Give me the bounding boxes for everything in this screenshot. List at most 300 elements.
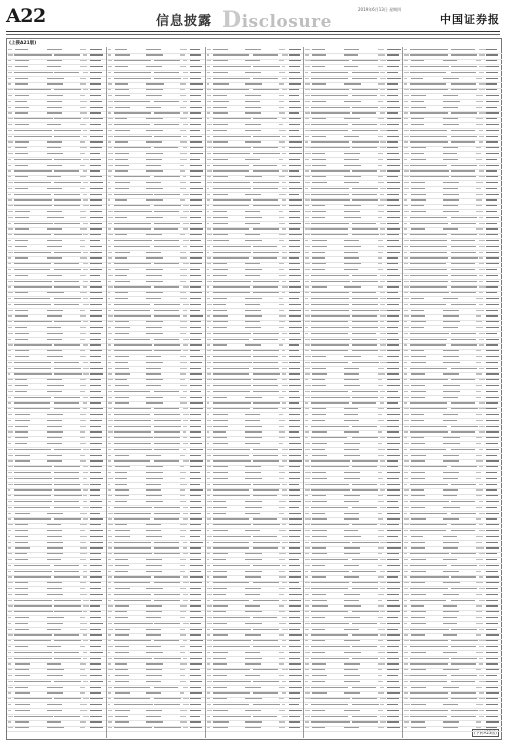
cell-text: [253, 391, 279, 392]
cell-text: [486, 507, 497, 508]
cell-text: [115, 269, 130, 270]
cell-text: [305, 182, 310, 183]
cell-text: [83, 565, 87, 566]
cell-text: [443, 118, 458, 119]
cell-text: [282, 136, 286, 137]
cell-text: [190, 692, 203, 693]
cell-text: [404, 304, 408, 305]
cell-text: [8, 72, 12, 73]
cell-text: [451, 368, 478, 369]
cell-text: [479, 530, 485, 531]
cell-text: [190, 472, 201, 473]
cell-text: [80, 147, 87, 148]
cell-text: [183, 460, 189, 461]
cell-text: [344, 205, 361, 206]
cell-text: [479, 449, 483, 450]
cell-text: [114, 513, 151, 514]
cell-text: [486, 658, 498, 659]
cell-text: [282, 484, 287, 485]
cell-text: [451, 170, 476, 171]
cell-text: [476, 652, 482, 653]
cell-text: [115, 652, 129, 653]
cell-text: [108, 449, 112, 450]
cell-text: [190, 153, 203, 154]
cell-text: [15, 414, 30, 415]
cell-text: [305, 339, 310, 340]
cell-text: [114, 623, 153, 624]
cell-text: [344, 472, 360, 473]
cell-text: [311, 199, 350, 200]
cell-text: [282, 257, 287, 258]
cell-text: [190, 669, 200, 670]
cell-text: [108, 698, 111, 699]
cell-text: [486, 646, 497, 647]
cell-text: [443, 536, 458, 537]
cell-text: [83, 507, 89, 508]
cell-text: [411, 623, 426, 624]
cell-text: [115, 356, 129, 357]
cell-text: [253, 402, 280, 403]
cell-text: [305, 408, 309, 409]
cell-text: [411, 652, 426, 653]
cell-text: [47, 704, 63, 705]
cell-text: [83, 489, 88, 490]
cell-text: [312, 165, 325, 166]
cell-text: [190, 165, 202, 166]
cell-text: [378, 600, 383, 601]
cell-text: [8, 460, 13, 461]
cell-text: [387, 188, 399, 189]
cell-text: [404, 159, 407, 160]
cell-text: [47, 310, 63, 311]
cell-text: [114, 594, 151, 595]
cell-text: [190, 588, 201, 589]
cell-text: [8, 553, 12, 554]
cell-text: [451, 692, 476, 693]
cell-text: [213, 600, 250, 601]
cell-text: [344, 449, 360, 450]
cell-text: [14, 136, 52, 137]
cell-text: [410, 49, 448, 50]
cell-text: [380, 107, 385, 108]
cell-text: [213, 704, 250, 705]
cell-text: [154, 124, 179, 125]
cell-text: [154, 350, 181, 351]
cell-text: [289, 147, 302, 148]
cell-text: [279, 513, 285, 514]
cell-text: [15, 594, 28, 595]
cell-text: [54, 298, 80, 299]
cell-text: [289, 675, 302, 676]
cell-text: [305, 275, 308, 276]
cell-text: [305, 101, 309, 102]
cell-text: [180, 130, 186, 131]
cell-text: [289, 431, 300, 432]
cell-text: [344, 663, 360, 664]
cell-text: [378, 472, 383, 473]
cell-text: [108, 489, 111, 490]
cell-text: [115, 397, 129, 398]
cell-text: [451, 565, 477, 566]
cell-text: [289, 350, 299, 351]
cell-text: [14, 344, 52, 345]
cell-text: [410, 710, 448, 711]
cell-text: [90, 228, 103, 229]
cell-text: [207, 426, 212, 427]
cell-text: [180, 257, 187, 258]
cell-text: [279, 687, 285, 688]
cell-text: [207, 130, 210, 131]
cell-text: [8, 658, 12, 659]
cell-text: [14, 263, 51, 264]
cell-text: [451, 681, 475, 682]
cell-text: [213, 66, 252, 67]
cell-text: [83, 252, 88, 253]
cell-text: [282, 704, 286, 705]
cell-text: [114, 136, 153, 137]
cell-text: [411, 571, 426, 572]
cell-text: [245, 275, 260, 276]
cell-text: [114, 449, 152, 450]
cell-text: [213, 524, 251, 525]
cell-text: [289, 542, 301, 543]
cell-text: [47, 339, 62, 340]
cell-text: [190, 327, 201, 328]
cell-text: [479, 234, 485, 235]
cell-text: [90, 286, 102, 287]
cell-text: [108, 385, 111, 386]
cell-text: [253, 136, 280, 137]
cell-text: [47, 530, 62, 531]
cell-text: [311, 275, 349, 276]
cell-text: [404, 176, 409, 177]
cell-text: [312, 605, 327, 606]
cell-text: [282, 292, 286, 293]
cell-text: [411, 605, 424, 606]
cell-text: [154, 420, 180, 421]
cell-text: [154, 136, 181, 137]
cell-text: [213, 420, 227, 421]
cell-text: [387, 95, 398, 96]
cell-text: [486, 669, 499, 670]
cell-text: [47, 455, 62, 456]
cell-text: [404, 217, 407, 218]
cell-text: [404, 681, 408, 682]
cell-text: [190, 141, 202, 142]
cell-text: [115, 605, 129, 606]
cell-text: [108, 54, 111, 55]
cell-text: [183, 727, 188, 728]
cell-text: [183, 194, 189, 195]
cell-text: [146, 495, 161, 496]
cell-text: [180, 652, 185, 653]
cell-text: [411, 420, 424, 421]
cell-text: [289, 240, 301, 241]
cell-text: [279, 269, 284, 270]
cell-text: [115, 170, 128, 171]
cell-text: [311, 721, 349, 722]
cell-text: [115, 159, 128, 160]
cell-text: [479, 501, 483, 502]
cell-text: [305, 524, 310, 525]
cell-text: [245, 594, 260, 595]
cell-text: [289, 327, 302, 328]
cell-text: [8, 576, 12, 577]
cell-text: [476, 321, 482, 322]
cell-text: [190, 321, 201, 322]
cell-text: [387, 495, 400, 496]
cell-text: [180, 634, 186, 635]
cell-text: [387, 124, 399, 125]
cell-text: [8, 362, 12, 363]
cell-text: [289, 49, 302, 50]
cell-text: [47, 83, 64, 84]
cell-text: [90, 513, 100, 514]
cell-text: [54, 501, 79, 502]
cell-text: [207, 350, 211, 351]
cell-text: [245, 634, 261, 635]
cell-text: [8, 455, 13, 456]
cell-text: [305, 414, 308, 415]
cell-text: [8, 304, 12, 305]
cell-text: [207, 234, 212, 235]
cell-text: [443, 582, 460, 583]
cell-text: [289, 194, 300, 195]
cell-text: [410, 263, 446, 264]
table-row: [206, 726, 305, 733]
cell-text: [443, 107, 458, 108]
cell-text: [8, 617, 11, 618]
cell-text: [190, 275, 201, 276]
cell-text: [213, 727, 227, 728]
cell-text: [451, 710, 478, 711]
cell-text: [146, 472, 163, 473]
cell-text: [404, 663, 407, 664]
cell-text: [305, 663, 309, 664]
cell-text: [387, 147, 398, 148]
cell-text: [289, 414, 300, 415]
cell-text: [486, 489, 497, 490]
cell-text: [213, 281, 252, 282]
cell-text: [305, 356, 310, 357]
cell-text: [80, 663, 86, 664]
cell-text: [411, 489, 424, 490]
cell-text: [352, 466, 378, 467]
cell-text: [180, 373, 186, 374]
cell-text: [213, 507, 227, 508]
cell-text: [245, 553, 262, 554]
cell-text: [479, 576, 483, 577]
cell-text: [411, 414, 423, 415]
cell-text: [83, 72, 88, 73]
cell-text: [146, 402, 163, 403]
cell-text: [312, 518, 327, 519]
cell-text: [190, 716, 201, 717]
cell-text: [289, 159, 301, 160]
cell-text: [344, 594, 360, 595]
cell-text: [90, 344, 101, 345]
cell-text: [486, 727, 496, 728]
cell-text: [404, 640, 409, 641]
cell-text: [8, 495, 11, 496]
cell-text: [115, 49, 128, 50]
cell-text: [183, 344, 188, 345]
cell-text: [245, 507, 262, 508]
cell-text: [451, 333, 476, 334]
cell-text: [245, 727, 261, 728]
cell-text: [80, 687, 85, 688]
cell-text: [411, 356, 426, 357]
cell-text: [311, 687, 348, 688]
cell-text: [115, 379, 128, 380]
cell-text: [83, 286, 87, 287]
cell-text: [279, 501, 286, 502]
cell-text: [387, 379, 399, 380]
cell-text: [289, 170, 299, 171]
cell-text: [54, 576, 80, 577]
cell-text: [108, 524, 113, 525]
cell-text: [305, 165, 310, 166]
cell-text: [8, 640, 11, 641]
cell-text: [486, 455, 497, 456]
cell-text: [486, 263, 499, 264]
cell-text: [47, 391, 62, 392]
cell-text: [387, 304, 399, 305]
cell-text: [289, 136, 302, 137]
section-title-en-initial: D: [222, 7, 242, 33]
cell-text: [404, 484, 407, 485]
cell-text: [486, 431, 499, 432]
cell-text: [14, 472, 51, 473]
cell-text: [190, 118, 202, 119]
cell-text: [486, 478, 497, 479]
cell-text: [8, 188, 12, 189]
cell-text: [378, 101, 384, 102]
cell-text: [207, 565, 211, 566]
cell-text: [146, 489, 161, 490]
cell-text: [486, 60, 497, 61]
cell-text: [352, 292, 377, 293]
cell-text: [404, 257, 408, 258]
cell-text: [253, 449, 278, 450]
cell-text: [213, 292, 250, 293]
cell-text: [83, 600, 89, 601]
cell-text: [207, 281, 212, 282]
cell-text: [83, 234, 88, 235]
cell-text: [451, 275, 477, 276]
cell-text: [8, 327, 12, 328]
cell-text: [115, 327, 130, 328]
cell-text: [305, 159, 309, 160]
cell-text: [47, 78, 64, 79]
cell-text: [146, 571, 162, 572]
cell-text: [8, 281, 13, 282]
cell-text: [54, 223, 80, 224]
cell-text: [486, 315, 498, 316]
cell-text: [289, 310, 301, 311]
cell-text: [486, 49, 496, 50]
cell-text: [207, 339, 211, 340]
cell-text: [83, 501, 87, 502]
cell-text: [213, 310, 227, 311]
cell-text: [83, 368, 89, 369]
cell-text: [289, 124, 301, 125]
cell-text: [312, 727, 325, 728]
cell-text: [289, 727, 301, 728]
cell-text: [387, 66, 399, 67]
cell-text: [476, 634, 481, 635]
cell-text: [108, 565, 113, 566]
cell-text: [114, 426, 151, 427]
cell-text: [279, 263, 284, 264]
cell-text: [476, 298, 483, 299]
cell-text: [378, 681, 383, 682]
cell-text: [279, 420, 285, 421]
cell-text: [90, 124, 101, 125]
cell-text: [80, 692, 85, 693]
cell-text: [279, 663, 284, 664]
cell-text: [411, 315, 425, 316]
cell-text: [180, 501, 187, 502]
cell-text: [411, 78, 423, 79]
cell-text: [479, 426, 484, 427]
cell-text: [486, 159, 497, 160]
cell-text: [154, 194, 179, 195]
cell-text: [108, 321, 113, 322]
cell-text: [207, 547, 212, 548]
cell-text: [289, 547, 301, 548]
cell-text: [8, 356, 11, 357]
cell-text: [486, 350, 499, 351]
cell-text: [282, 669, 288, 670]
cell-text: [245, 211, 260, 212]
cell-text: [207, 617, 212, 618]
cell-text: [387, 727, 400, 728]
cell-text: [378, 54, 385, 55]
cell-text: [305, 536, 310, 537]
cell-text: [15, 721, 29, 722]
cell-text: [108, 101, 113, 102]
cell-text: [479, 513, 485, 514]
cell-text: [154, 72, 179, 73]
cell-text: [476, 721, 481, 722]
cell-text: [183, 263, 189, 264]
cell-text: [8, 443, 11, 444]
cell-text: [476, 594, 481, 595]
cell-text: [213, 565, 251, 566]
cell-text: [213, 658, 226, 659]
cell-text: [146, 675, 162, 676]
cell-text: [90, 710, 102, 711]
cell-text: [146, 95, 161, 96]
cell-text: [154, 391, 179, 392]
cell-text: [476, 362, 481, 363]
cell-text: [380, 141, 385, 142]
cell-text: [183, 350, 188, 351]
cell-text: [83, 449, 89, 450]
cell-text: [411, 542, 425, 543]
cell-text: [387, 281, 400, 282]
cell-text: [183, 408, 189, 409]
cell-text: [387, 553, 399, 554]
cell-text: [90, 112, 101, 113]
cell-text: [146, 565, 161, 566]
cell-text: [190, 211, 203, 212]
cell-text: [183, 582, 189, 583]
cell-text: [312, 205, 325, 206]
cell-text: [410, 333, 449, 334]
cell-text: [180, 159, 187, 160]
